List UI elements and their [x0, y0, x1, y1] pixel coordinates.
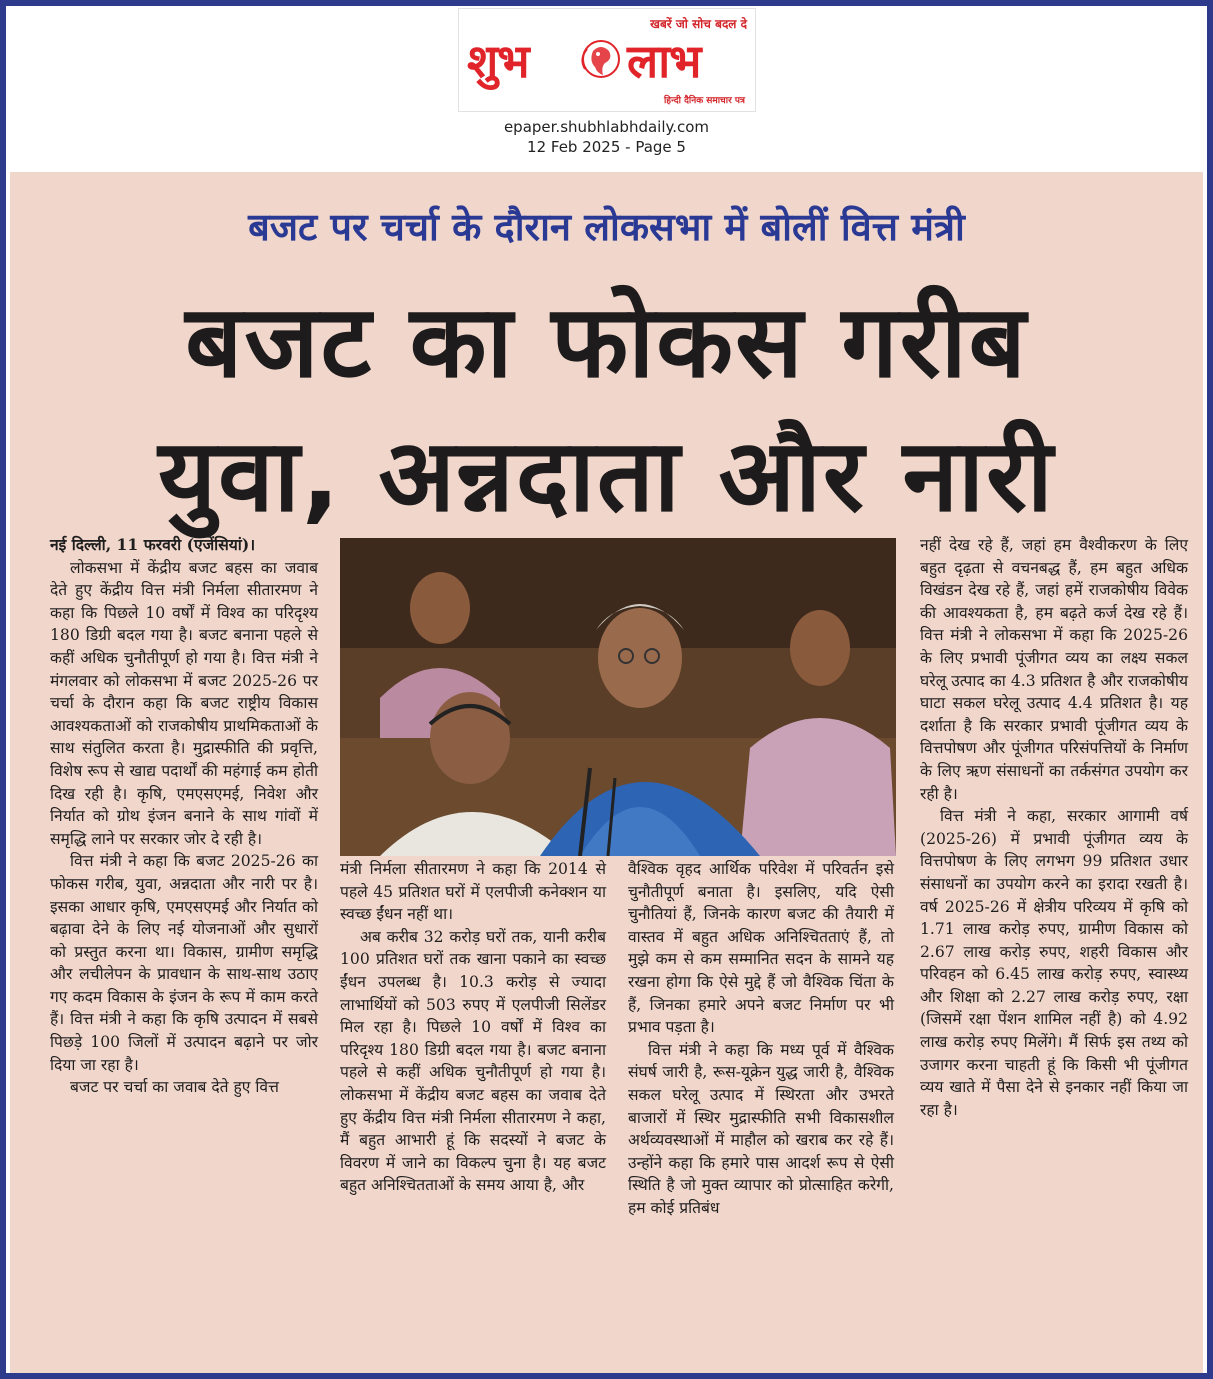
newspaper-logo[interactable] [458, 8, 756, 112]
article-column-1 [50, 534, 318, 1366]
logo-word-right: लाभ [627, 34, 701, 88]
article-clipping [10, 172, 1203, 1373]
paragraph: बजट पर चर्चा का जवाब देते हुए वित्त [70, 1078, 279, 1097]
logo-subtitle: हिन्दी दैनिक समाचार पत्र [663, 96, 745, 106]
paragraph: अब करीब 32 करोड़ घरों तक, यानी करीब 100 प्रतिशत घरों तक खाना पकाने का स्वच्छ ईंधन उपलब्ध है। 10.3 करोड़ से ज्यादा लाभार्थियों को 503 रुपए में एलपीजी सिलेंडर मिल रहा है। पिछले 10 वर्षों में विश्व का परिदृश्य 180 डिग्री बदल गया है। बजट बनाना पहले से कहीं अधिक चुनौतीपूर्ण हो गया है। लोकसभा में केंद्रीय बजट बहस का जवाब देते हुए केंद्रीय वित्त मंत्री निर्मला सीतारमण ने कहा, मैं बहुत आभारी हूं कि सदस्यों ने बजट के विवरण में जाने का विकल्प चुना है। यह बजट बहुत अनिश्चितताओं के समय आया है, और [340, 927, 606, 1195]
paragraph: वित्त मंत्री ने कहा कि मध्य पूर्व में वैश्विक संघर्ष जारी है, रूस-यूक्रेन युद्ध जारी है, वैश्विक सकल घरेलू उत्पाद में स्थिरता और उभरते बाजारों में स्थिर मुद्रास्फीति सभी विकासशील अर्थव्यवस्थाओं में माहौल को खराब कर रहे हैं। उन्होंने कहा कि हमारे पास आदर्श रूप से ऐसी स्थिति है जो मुक्त व्यापार को प्रोत्साहित करेगी, हम कोई प्रतिबंध [628, 1040, 894, 1217]
article-column-2 [340, 858, 606, 1368]
article-kicker: बजट पर चर्चा के दौरान लोकसभा में बोलीं वित्त मंत्री [248, 205, 965, 249]
paragraph: वित्त मंत्री ने कहा, सरकार आगामी वर्ष (2025-26) में प्रभावी पूंजीगत व्यय के वित्तपोषण के लिए लगभग 99 प्रतिशत उधार संसाधनों का उपयोग करने का इरादा रखती है। वर्ष 2025-26 में क्षेत्रीय परिव्यय में कृषि को 1.71 लाख करोड़ रुपए, ग्रामीण विकास को 2.67 लाख करोड़ रुपए, शहरी विकास और परिवहन को 6.45 लाख करोड़ रुपए, स्वास्थ्य और शिक्षा को 2.27 लाख करोड़ रुपए, रक्षा (जिसमें रक्षा पेंशन शामिल नहीं है) को 4.92 लाख करोड़ रुपए मिलेंगे। मैं सिर्फ इस तथ्य को उजागर करना चाहती हूं कि किसी भी पूंजीगत व्यय खाते में पैसा देने से इनकार नहीं किया जा रहा है। [920, 807, 1188, 1119]
ganesha-emblem-icon [571, 29, 631, 89]
article-photo [340, 538, 896, 856]
masthead [6, 6, 1207, 172]
publication-date-page: 12 Feb 2025 - Page 5 [527, 138, 686, 156]
paragraph: मंत्री निर्मला सीतारमण ने कहा कि 2014 से पहले 45 प्रतिशत घरों में एलपीजी कनेक्शन या स्वच्छ ईंधन नहीं था। [340, 860, 606, 924]
article-column-4 [920, 534, 1188, 1366]
page-frame [6, 6, 1207, 1373]
headline-line-1: बजट का फोकस गरीब [185, 283, 1028, 400]
article-column-3 [628, 858, 894, 1368]
dateline: नई दिल्ली, 11 फरवरी (एजेंसियां)। [50, 535, 256, 554]
paragraph: वैश्विक वृहद आर्थिक परिवेश में परिवर्तन इसे चुनौतीपूर्ण बनाता है। इसलिए, यदि ऐसी चुनौतियां हैं, जिनके कारण बजट की तैयारी में वास्तव में बहुत अधिक अनिश्चितताएं हैं, तो मुझे कम से कम सम्मानित सदन के सामने यह रखना होगा कि ऐसे मुद्दे हैं जो वैश्विक चिंता के हैं, जिनका हमारे अपने बजट निर्माण पर भी प्रभाव पड़ता है। [628, 860, 894, 1037]
lok-sabha-photo-illustration [340, 538, 896, 856]
paragraph: वित्त मंत्री ने कहा कि बजट 2025-26 का फोकस गरीब, युवा, अन्नदाता और नारी पर है। इसका आधार कृषि, एमएसएमई और निर्यात को बढ़ावा देने के लिए नई योजनाओं और सुधारों को प्रस्तुत करना था। विकास, ग्रामीण समृद्धि और लचीलेपन के प्रावधान के साथ-साथ उठाए गए कदम विकास के इंजन के रूप में काम करते हैं। वित्त मंत्री ने कहा कि कृषि उत्पादन में सबसे पिछड़े 100 जिलों में उत्पादन बढ़ाने पर जोर दिया जा रहा है। [50, 852, 318, 1074]
logo-word-left: शुभ [467, 34, 529, 88]
paragraph: नहीं देख रहे हैं, जहां हम वैश्वीकरण के लिए बहुत दृढ़ता से वचनबद्ध हैं, हम बहुत अधिक विखंडन देख रहे हैं, जहां हमें राजकोषीय विवेक की आवश्यकता है, हम बढ़ते कर्ज देख रहे हैं। वित्त मंत्री ने लोकसभा में कहा कि 2025-26 के लिए प्रभावी पूंजीगत व्यय का लक्ष्य सकल घरेलू उत्पाद का 4.3 प्रतिशत है और राजकोषीय घाटा सकल घरेलू उत्पाद 4.4 प्रतिशत है। यह दर्शाता है कि सरकार प्रभावी पूंजीगत व्यय के वित्तपोषण और पूंजीगत परिसंपत्तियों के निर्माण के लिए ऋण संसाधनों का तर्कसंगत उपयोग कर रही है। [920, 536, 1188, 803]
headline-line-2: युवा, अन्नदाता और नारी [158, 417, 1055, 534]
logo-tagline: खबरें जो सोच बदल दे [650, 17, 747, 31]
site-url[interactable]: epaper.shubhlabhdaily.com [503, 118, 710, 136]
paragraph: लोकसभा में केंद्रीय बजट बहस का जवाब देते हुए केंद्रीय वित्त मंत्री निर्मला सीतारमण ने कहा कि पिछले 10 वर्षों में विश्व का परिदृश्य 180 डिग्री बदल गया है। बजट बनाना पहले से कहीं अधिक चुनौतीपूर्ण हो गया है। वित्त मंत्री ने मंगलवार को लोकसभा में बजट 2025-26 पर चर्चा के दौरान कहा कि बजट राष्ट्रीय विकास आवश्यकताओं को राजकोषीय प्राथमिकताओं के साथ संतुलित करता है। मुद्रास्फीति की प्रवृत्ति, विशेष रूप से खाद्य पदार्थों की महंगाई कम होती दिख रही है। कृषि, एमएसएमई, निवेश और निर्यात को ग्रोथ इंजन बनाने के साथ गांवों में समृद्धि लाने पर सरकार जोर दे रही है। [50, 558, 318, 848]
